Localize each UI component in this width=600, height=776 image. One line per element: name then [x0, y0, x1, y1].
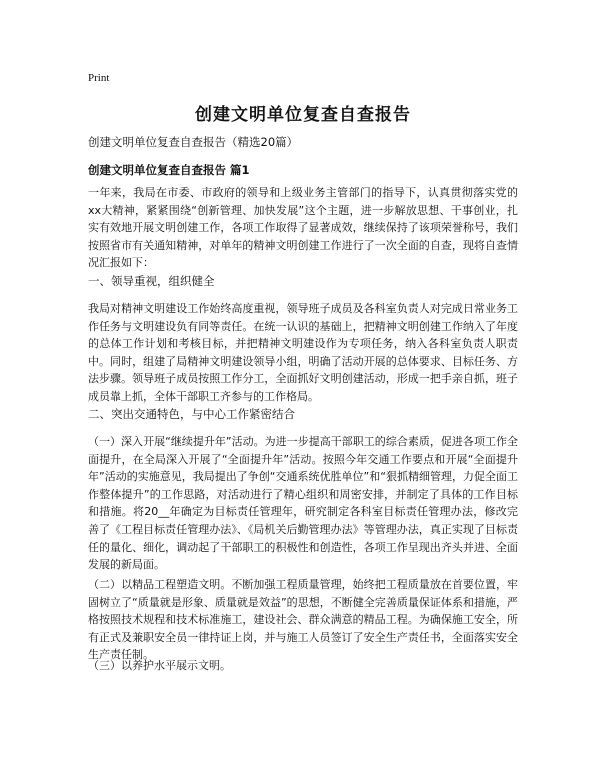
document-title: 创建文明单位复查自查报告: [195, 105, 411, 125]
paragraph-quality-projects: （二）以精品工程塑造文明。不断加强工程质量管理，始终把工程质量放在首要位置，牢固树立了“质量就是形象、质量就是效益”的思想，不断健全完善质量保证体系和措施，严格按照技术规程和技术标准施工，建设社会、群众满意的精品工程。为确保施工安全，所有正式及兼职安全员一律持证上岗，并与施工人员签订了安全生产责任书，全面落实安全生产责任制。: [88, 578, 518, 662]
paragraph-improvement-year: （一）深入开展“继续提升年”活动。为进一步提高干部职工的综合素质，促进各项工作全面提升，在全局深入开展了“全面提升年”活动。按照今年交通工作要点和开展“全面提升年”活动的实施意见，我局提出了争创“交通系统优胜单位”和“狠抓精细管理，力促全面工作整体提升”的工作思路，对活动进行了精心组织和周密安排，并制定了具体的工作目标和措施。将20__年确定为目标责任管理年，研究制定各科室目标责任管理办法，修改完善了《工程目标责任管理办法》、《局机关后勤管理办法》等管理办法，真正实现了目标责任的量化、细化，调动起了干部职工的积极性和创造性，各项工作呈现出齐头并进、全面发展的新局面。: [88, 435, 518, 572]
heading-leadership: 一、领导重视，组织健全: [88, 274, 215, 288]
print-link[interactable]: Print: [88, 72, 110, 84]
intro-paragraph: 一年来，我局在市委、市政府的领导和上级业务主管部门的指导下，认真贯彻落实党的xx大精神，紧紧围绕“创新管理、加快发展”这个主题，进一步解放思想、干事创业，扎实有效地开展文明创建工作，各项工作取得了显著成效，继续保持了该项荣誉称号，我们按照省市有关通知精神，对单年的精神文明创建工作进行了一次全面的自查，现将自查情况汇报如下：: [88, 186, 518, 270]
heading-traffic-features: 二、突出交通特色，与中心工作紧密结合: [88, 407, 295, 421]
paragraph-maintenance: （三）以养护水平展示文明。: [88, 659, 231, 672]
paragraph-leadership: 我局对精神文明建设工作始终高度重视，领导班子成员及各科室负责人对完成日常业务工作任务与文明建设负有同等责任。在统一认识的基础上，把精神文明创建工作纳入了年度的总体工作计划和考核目标，并把精神文明建设作为专项任务，纳入各科室负责人职责中。同时，组建了局精神文明建设领导小组，明确了活动开展的总体要求、目标任务、方法步骤。领导班子成员按照工作分工，全面抓好文明创建活动，形成一把手亲自抓，班子成员靠上抓，全体干部职工齐参与的工作格局。: [88, 302, 518, 403]
document-subtitle: 创建文明单位复查自查报告（精选20篇）: [88, 135, 299, 149]
section-heading: 创建文明单位复查自查报告 篇1: [88, 163, 250, 177]
